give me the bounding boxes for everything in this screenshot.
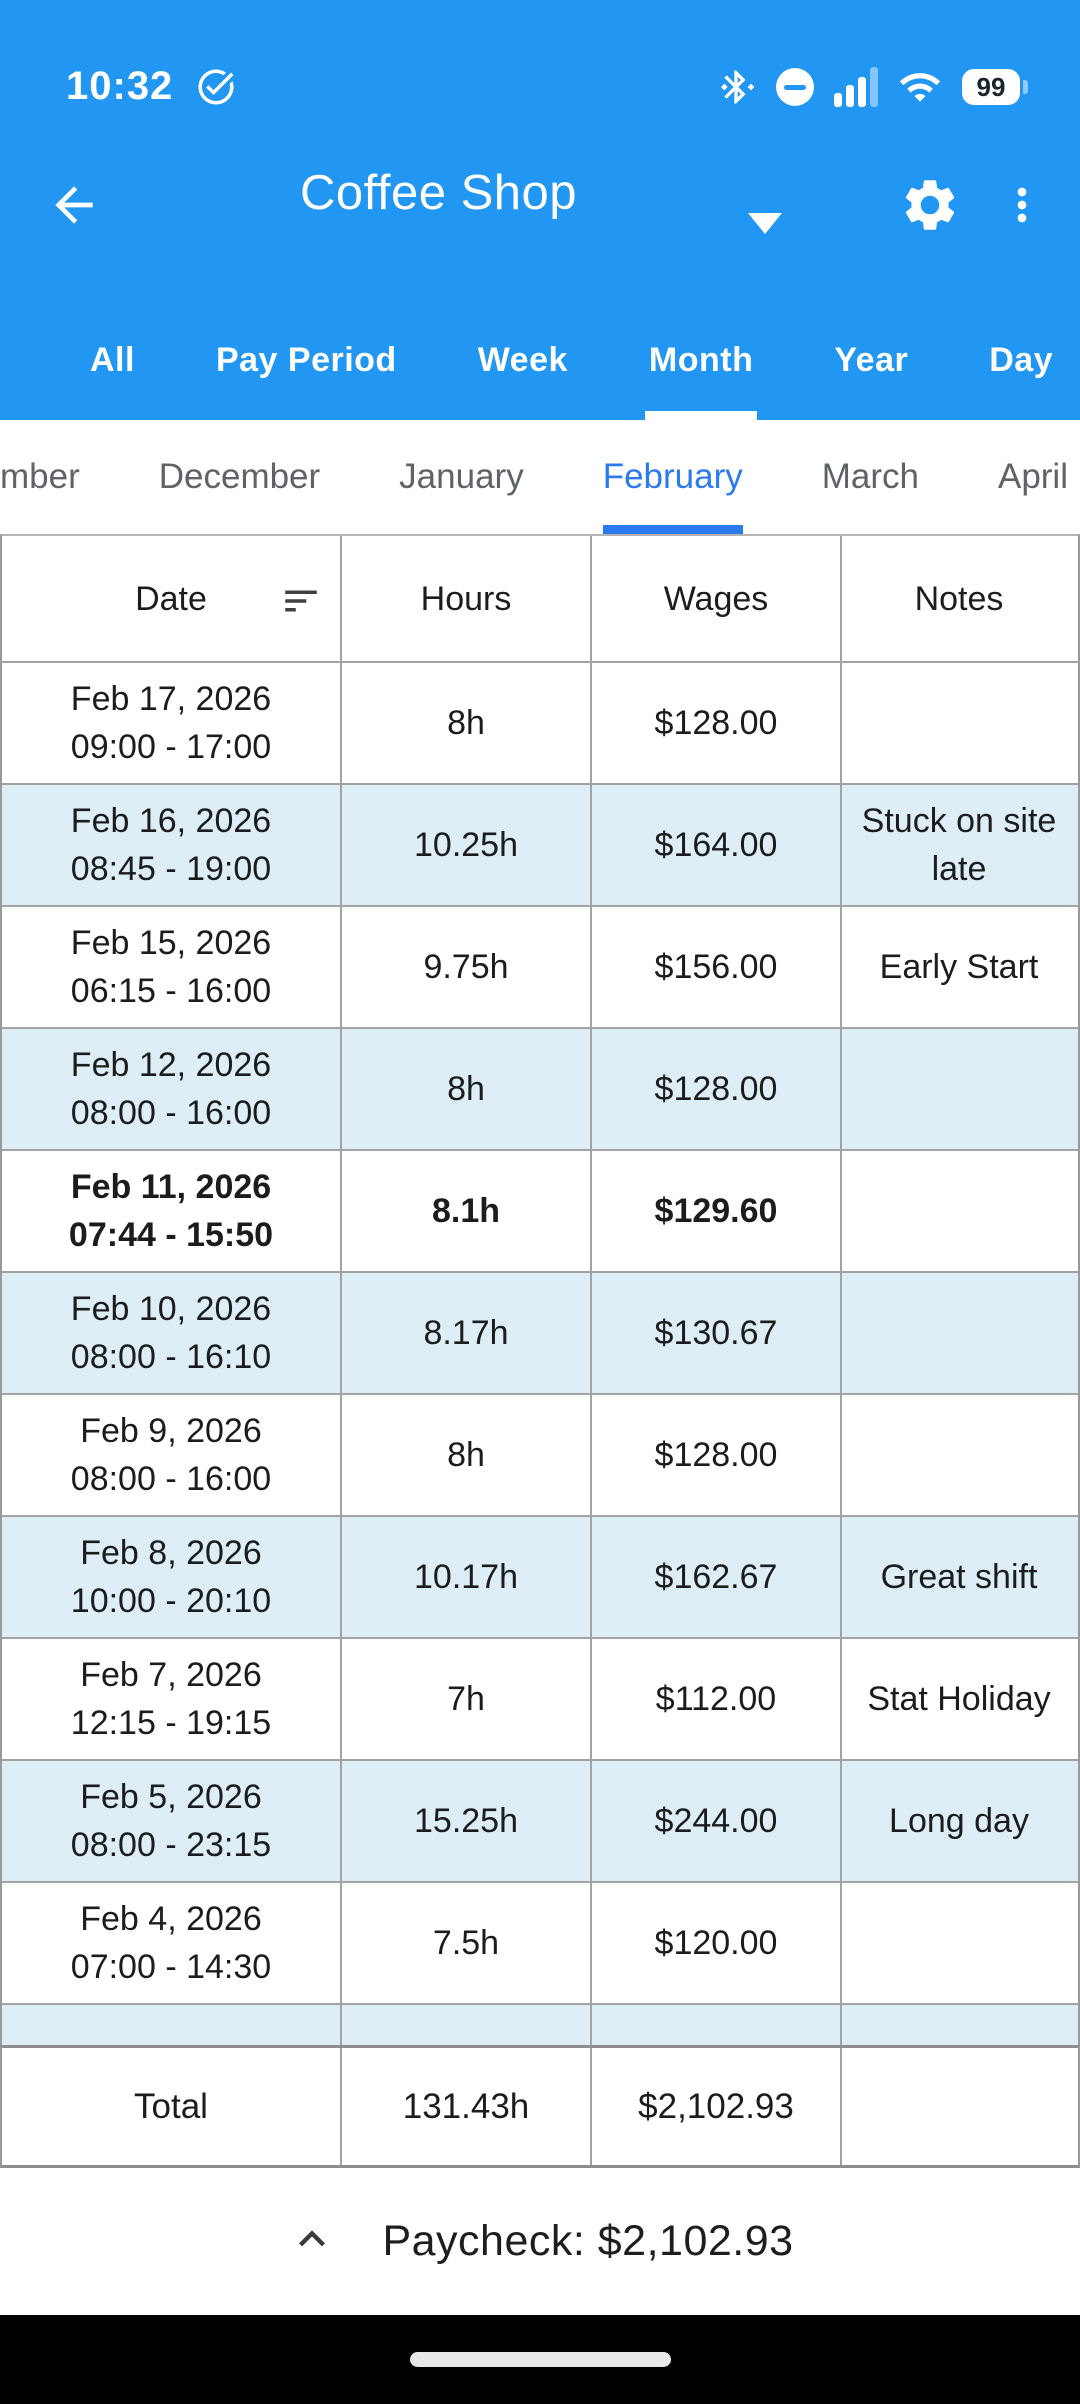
- shift-hours: 8.1h: [342, 1151, 592, 1271]
- shift-hours: 8h: [342, 663, 592, 783]
- month-item-february[interactable]: February: [603, 420, 743, 534]
- shift-time: 10:00 - 20:10: [70, 1582, 272, 1620]
- shift-time: 08:00 - 16:00: [70, 1094, 272, 1132]
- paycheck-amount: Paycheck: $2,102.93: [382, 2217, 794, 2265]
- shift-hours: 8h: [342, 1395, 592, 1515]
- shift-hours: 9.75h: [342, 907, 592, 1027]
- table-row[interactable]: [2, 1517, 1078, 1639]
- shift-date: Feb 9, 2026: [80, 1412, 262, 1450]
- table-row[interactable]: [2, 1273, 1078, 1395]
- shift-hours: 7.5h: [342, 1883, 592, 2003]
- tab-all[interactable]: All: [90, 340, 135, 379]
- shift-time: 06:15 - 16:00: [70, 972, 272, 1010]
- shift-notes: Stuck on site late: [861, 802, 1057, 888]
- clock: 10:32: [66, 64, 174, 108]
- battery-level: 99: [962, 69, 1020, 105]
- shift-notes: Early Start: [879, 948, 1039, 986]
- paycheck-summary-bar[interactable]: [0, 2168, 1080, 2315]
- column-header-wages: Wages: [592, 536, 842, 661]
- wifi-icon: [898, 65, 942, 109]
- collapse-chevron-icon[interactable]: [286, 2213, 338, 2270]
- shift-notes: Long day: [889, 1802, 1029, 1840]
- table-row[interactable]: [2, 1395, 1078, 1517]
- shift-hours: 15.25h: [342, 1761, 592, 1881]
- total-wages: $2,102.93: [592, 2048, 842, 2165]
- task-check-icon: [195, 66, 237, 108]
- total-hours: 131.43h: [342, 2048, 592, 2165]
- tab-day[interactable]: Day: [989, 340, 1054, 379]
- sort-icon[interactable]: [280, 580, 322, 635]
- do-not-disturb-icon: [776, 68, 814, 106]
- shift-time: 12:15 - 19:15: [70, 1704, 272, 1742]
- total-label: Total: [2, 2048, 342, 2165]
- shift-time: 07:44 - 15:50: [68, 1216, 274, 1254]
- month-item-march[interactable]: March: [821, 457, 919, 496]
- shift-date: Feb 7, 2026: [80, 1656, 262, 1694]
- shift-date: Feb 17, 2026: [70, 680, 272, 718]
- shift-wages: $130.67: [592, 1273, 842, 1393]
- shift-time: 07:00 - 14:30: [70, 1948, 272, 1986]
- shift-time: 08:00 - 23:15: [70, 1826, 272, 1864]
- bluetooth-icon: [716, 67, 756, 107]
- column-header-date[interactable]: Date: [2, 536, 342, 661]
- shift-hours: 10.17h: [342, 1517, 592, 1637]
- back-button[interactable]: [38, 169, 110, 241]
- column-header-hours: Hours: [342, 536, 592, 661]
- tab-year[interactable]: Year: [834, 340, 909, 379]
- shift-notes: [842, 663, 1076, 783]
- table-row-current[interactable]: [2, 1151, 1078, 1273]
- shift-notes: [842, 1029, 1076, 1149]
- shift-notes: [842, 1395, 1076, 1515]
- table-row[interactable]: [2, 1639, 1078, 1761]
- tab-pay-period[interactable]: Pay Period: [215, 340, 397, 379]
- shift-time: 09:00 - 17:00: [70, 728, 272, 766]
- month-item-december[interactable]: December: [158, 457, 321, 496]
- app-bar: [0, 115, 1080, 300]
- shift-wages: $128.00: [592, 1395, 842, 1515]
- shift-hours: 7h: [342, 1639, 592, 1759]
- month-item-november-clipped[interactable]: mber: [0, 457, 80, 496]
- shift-wages: $112.00: [592, 1639, 842, 1759]
- shift-notes: [842, 1151, 1076, 1271]
- shift-wages: $128.00: [592, 663, 842, 783]
- shift-time: 08:00 - 16:00: [70, 1460, 272, 1498]
- view-tab-bar: [0, 300, 1080, 420]
- shift-wages: $162.67: [592, 1517, 842, 1637]
- shift-wages: $120.00: [592, 1883, 842, 2003]
- shift-notes: Stat Holiday: [867, 1680, 1051, 1718]
- battery-indicator: [962, 69, 1028, 105]
- settings-button[interactable]: [898, 173, 962, 237]
- status-bar: [0, 0, 1080, 115]
- month-item-april[interactable]: April: [997, 457, 1068, 496]
- shifts-table: [0, 534, 1080, 2045]
- shift-wages: $164.00: [592, 785, 842, 905]
- shift-date: Feb 10, 2026: [70, 1290, 272, 1328]
- table-total-row: [0, 2045, 1080, 2168]
- shift-wages: $244.00: [592, 1761, 842, 1881]
- table-header-row: [2, 536, 1078, 663]
- shift-time: 08:45 - 19:00: [70, 850, 272, 888]
- shift-notes: [842, 1883, 1076, 2003]
- job-title-dropdown[interactable]: [300, 165, 577, 221]
- column-header-notes: Notes: [914, 579, 1004, 618]
- home-indicator[interactable]: [410, 2352, 671, 2367]
- shift-date: Feb 16, 2026: [70, 802, 272, 840]
- page-title: Coffee Shop: [300, 166, 578, 220]
- table-row[interactable]: [2, 1761, 1078, 1883]
- battery-nub: [1023, 80, 1028, 94]
- shift-date: Feb 8, 2026: [80, 1534, 262, 1572]
- shift-date: Feb 4, 2026: [80, 1900, 262, 1938]
- tab-week[interactable]: Week: [477, 340, 568, 379]
- overflow-menu-button[interactable]: [994, 171, 1050, 239]
- total-notes: [842, 2048, 1076, 2165]
- table-row[interactable]: [2, 663, 1078, 785]
- table-row[interactable]: [2, 907, 1078, 1029]
- table-row[interactable]: [2, 1029, 1078, 1151]
- shift-hours: 8h: [342, 1029, 592, 1149]
- shift-hours: 8.17h: [342, 1273, 592, 1393]
- tab-month[interactable]: Month: [649, 300, 753, 420]
- shift-date: Feb 15, 2026: [70, 924, 272, 962]
- cellular-signal-icon: [834, 67, 878, 107]
- shift-wages: $128.00: [592, 1029, 842, 1149]
- shift-time: 08:00 - 16:10: [70, 1338, 272, 1376]
- table-row[interactable]: [2, 1883, 1078, 2005]
- shift-date: Feb 12, 2026: [70, 1046, 272, 1084]
- shift-notes: Great shift: [880, 1558, 1038, 1596]
- shift-date: Feb 11, 2026: [70, 1168, 272, 1206]
- shift-notes: [842, 1273, 1076, 1393]
- month-item-january[interactable]: January: [399, 457, 524, 496]
- shift-hours: 10.25h: [342, 785, 592, 905]
- shift-date: Feb 5, 2026: [80, 1778, 262, 1816]
- navigation-bar: [0, 2315, 1080, 2404]
- shift-wages: $129.60: [592, 1151, 842, 1271]
- shift-wages: $156.00: [592, 907, 842, 1027]
- dropdown-caret-icon[interactable]: [748, 213, 782, 234]
- month-carousel: [0, 420, 1080, 534]
- table-row[interactable]: [2, 785, 1078, 907]
